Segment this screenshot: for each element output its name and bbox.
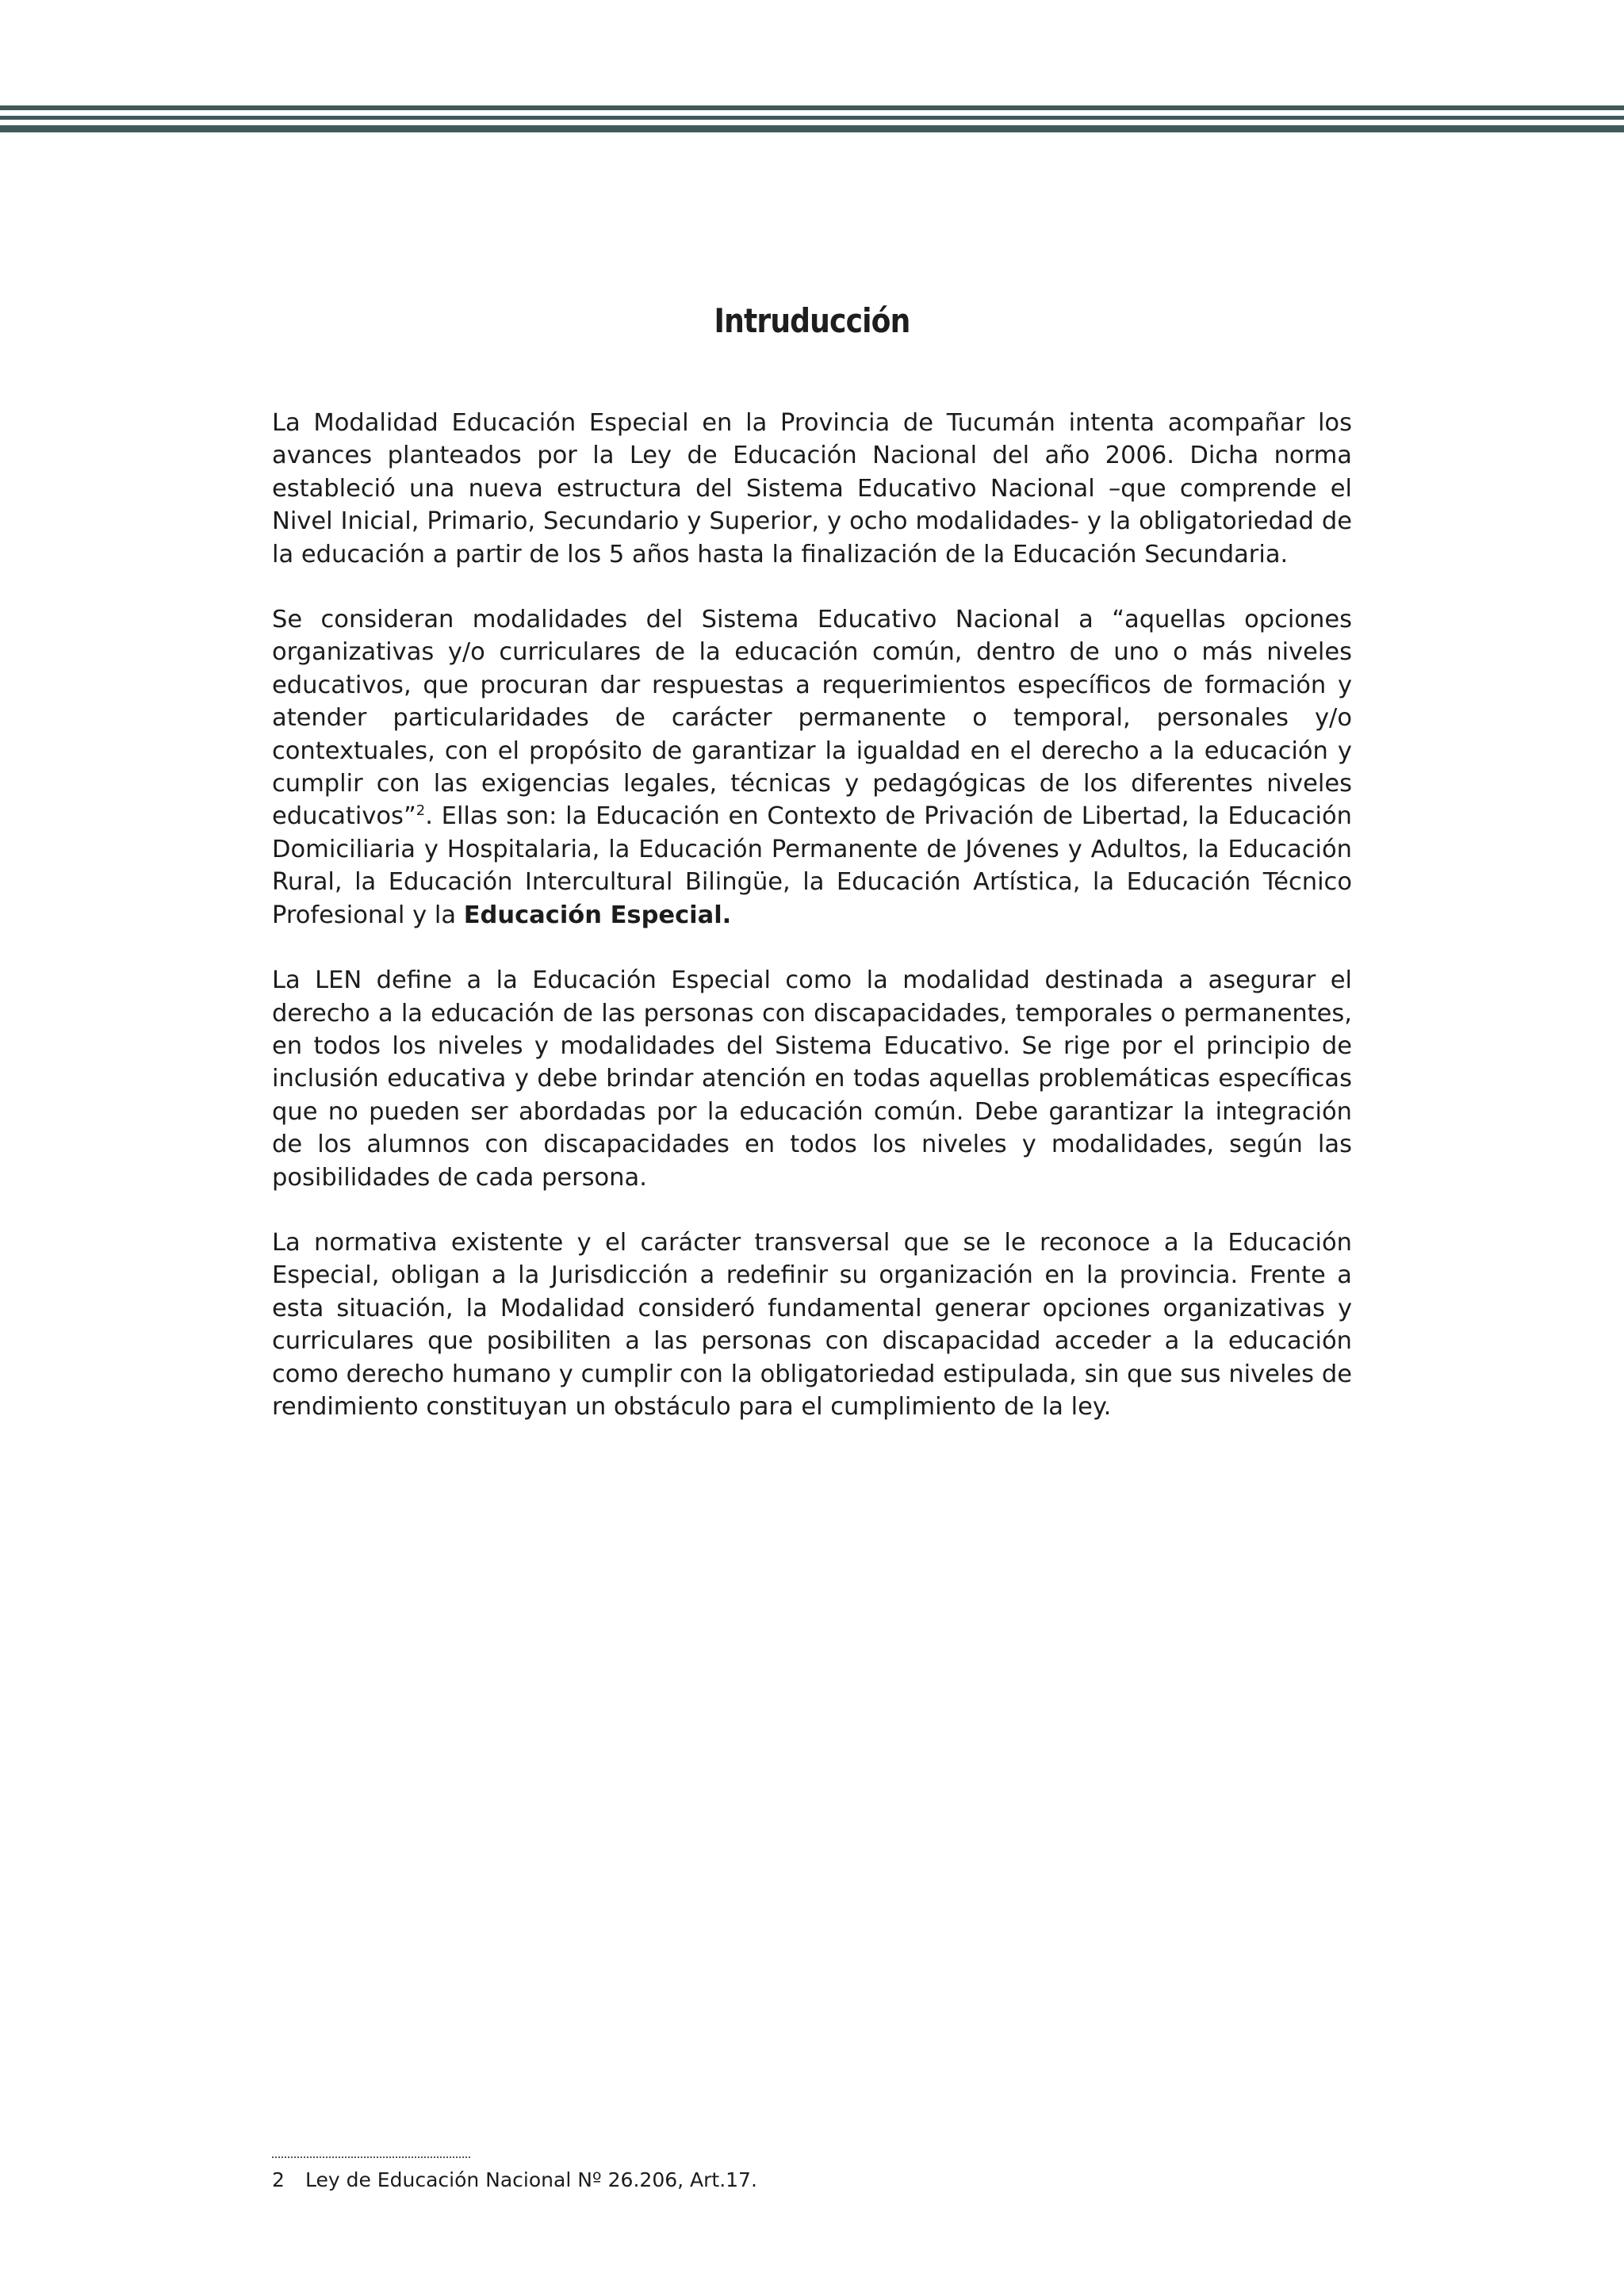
footnote <box>272 2168 757 2193</box>
paragraph-2-text-b: . Ellas son: la Educación en Contexto de Privación de Libertad, la Educación Domiciliaria y Hospitalaria, la Educación Permanente de Jóvenes y Adultos, la Educación Rural, la Educación Intercultural Bilingüe, la Educación Artística, la Educación Técnico Profesional y la <box>272 802 1352 929</box>
footnote-text: Ley de Educación Nacional Nº 26.206, Art.17. <box>305 2168 757 2191</box>
paragraph-4: La normativa existente y el carácter transversal que se le reconoce a la Educación Especial, obligan a la Jurisdicción a redefinir su organización en la provincia. Frente a esta situación, la Modalidad consideró fundamental generar opciones organizativas y curriculares que posibiliten a las personas con discapacidad acceder a la educación como derecho humano y cumplir con la obligatoriedad estipulada, sin que sus niveles de rendimiento constituyan un obstáculo para el cumplimiento de la ley. <box>272 1228 1352 1421</box>
page-title: Intruducción <box>714 301 910 340</box>
paragraph-3: La LEN define a la Educación Especial como la modalidad destinada a asegurar el derecho a la educación de las personas con discapacidades, temporales o permanentes, en todos los niveles y modalidades del Sistema Educativo. Se rige por el principio de inclusión educativa y debe brindar atención en todas aquellas problemáticas específicas que no pueden ser abordadas por la educación común. Debe garantizar la integración de los alumnos con discapacidades en todos los niveles y modalidades, según las posibilidades de cada persona. <box>272 966 1352 1192</box>
paragraph-2 <box>272 603 1352 932</box>
paragraph-2-text-a: Se consideran modalidades del Sistema Educativo Nacional a “aquellas opciones organizativas y/o curriculares de la educación común, dentro de uno o más niveles educativos, que procuran dar respuestas a requerimientos específicos de formación y atender particularidades de carácter permanente o temporal, personales y/o contextuales, con el propósito de garantizar la igualdad en el derecho a la educación y cumplir con las exigencias legales, técnicas y pedagógicas de los diferentes niveles educativos” <box>272 606 1352 831</box>
header-rule-middle <box>0 116 1624 120</box>
footnote-number: 2 <box>272 2168 285 2191</box>
paragraph-2-bold-term: Educación Especial. <box>463 901 732 929</box>
header-rule-top <box>0 105 1624 110</box>
body-text <box>272 407 1352 1456</box>
footnote-reference[interactable]: 2 <box>416 802 426 820</box>
paragraph-1: La Modalidad Educación Especial en la Provincia de Tucumán intenta acompañar los avances planteados por la Ley de Educación Nacional del año 2006. Dicha norma estableció una nueva estructura del Sistema Educativo Nacional –que comprende el Nivel Inicial, Primario, Secundario y Superior, y ocho modalidades- y la obligatoriedad de la educación a partir de los 5 años hasta la finalización de la Educación Secundaria. <box>272 409 1352 568</box>
header-rule-bottom <box>0 125 1624 132</box>
footnote-separator <box>272 2156 470 2158</box>
